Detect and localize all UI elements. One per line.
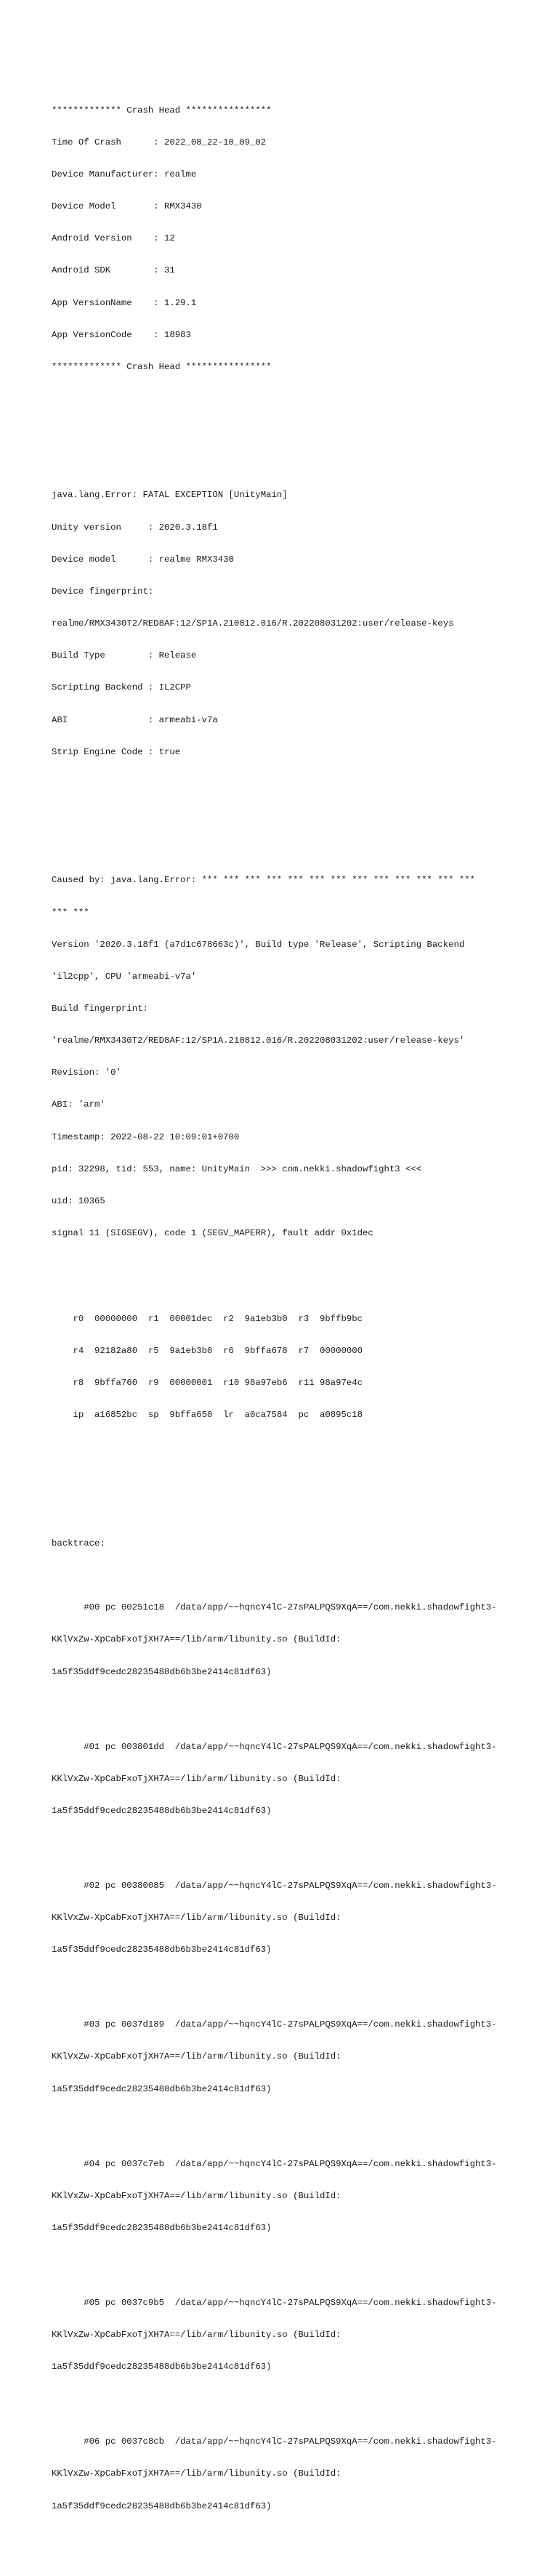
time-of-crash-line: Time Of Crash : 2022_08_22-10_09_02 bbox=[52, 137, 267, 148]
frame-library-line: KKlVxZw-XpCabFxoTjXH7A==/lib/arm/libunity.so (BuildId: bbox=[52, 2468, 341, 2479]
registers-section bbox=[52, 1292, 517, 1442]
uid-line: uid: 10365 bbox=[52, 1195, 105, 1206]
frame-address-line: #04 pc 0037c7eb /data/app/~~hqncY4lC-27sPALPQS9XqA==/com.nekki.shadowfight3- bbox=[52, 2158, 497, 2169]
device-manufacturer-line: Device Manufacturer: realme bbox=[52, 169, 197, 179]
caused-by-continuation: *** *** bbox=[52, 907, 89, 918]
frame-build-id-line: 1a5f35ddf9cedc28235488db6b3be2414c81df63) bbox=[52, 2083, 272, 2094]
frame-address-line: #05 pc 0037c9b5 /data/app/~~hqncY4lC-27sPALPQS9XqA==/com.nekki.shadowfight3- bbox=[52, 2297, 497, 2308]
frame-address-line: #00 pc 00251c18 /data/app/~~hqncY4lC-27sPALPQS9XqA==/com.nekki.shadowfight3- bbox=[52, 1602, 497, 1613]
frame-build-id-line: 1a5f35ddf9cedc28235488db6b3be2414c81df63) bbox=[52, 1805, 272, 1816]
strip-engine-code-line: Strip Engine Code : true bbox=[52, 746, 181, 757]
frame-build-id-line: 1a5f35ddf9cedc28235488db6b3be2414c81df63) bbox=[52, 2362, 272, 2373]
caused-by-section bbox=[52, 854, 517, 1260]
backtrace-frame bbox=[52, 1998, 517, 2116]
frame-library-line: KKlVxZw-XpCabFxoTjXH7A==/lib/arm/libunity.so (BuildId: bbox=[52, 1773, 341, 1784]
signal-line: signal 11 (SIGSEGV), code 1 (SEGV_MAPERR), fault addr 0x1dec bbox=[52, 1228, 373, 1239]
crash-head-bottom-banner: ************* Crash Head **************** bbox=[52, 361, 272, 372]
abi-line: ABI : armeabi-v7a bbox=[52, 714, 218, 725]
backtrace-frame bbox=[52, 2137, 517, 2255]
register-row: r4 92182a80 r5 9a1eb3b0 r6 9bffa678 r7 00000000 bbox=[52, 1345, 363, 1356]
backtrace-frame bbox=[52, 2277, 517, 2394]
frame-address-line: #03 pc 0037d189 /data/app/~~hqncY4lC-27sPALPQS9XqA==/com.nekki.shadowfight3- bbox=[52, 2019, 497, 2030]
android-version-line: Android Version : 12 bbox=[52, 233, 175, 244]
backtrace-frame bbox=[52, 1581, 517, 1699]
device-fingerprint-value: realme/RMX3430T2/RED8AF:12/SP1A.210812.016/R.202208031202:user/release-keys bbox=[52, 618, 454, 629]
register-row: ip a16852bc sp 9bffa650 lr a0ca7584 pc a0895c18 bbox=[52, 1410, 363, 1421]
blank-line bbox=[52, 811, 517, 822]
backtrace-label: backtrace: bbox=[52, 1538, 105, 1549]
device-model-line: Device Model : RMX3430 bbox=[52, 201, 202, 212]
abi-arm-line: ABI: 'arm' bbox=[52, 1099, 105, 1110]
exception-device-model-line: Device model : realme RMX3430 bbox=[52, 554, 234, 565]
backtrace-section bbox=[52, 1517, 517, 2554]
device-fingerprint-label: Device fingerprint: bbox=[52, 586, 154, 597]
exception-header: java.lang.Error: FATAL EXCEPTION [UnityMain] bbox=[52, 490, 288, 501]
pid-line: pid: 32298, tid: 553, name: UnityMain >>> com.nekki.shadowfight3 <<< bbox=[52, 1163, 422, 1174]
app-version-code-line: App VersionCode : 18983 bbox=[52, 329, 191, 340]
frame-library-line: KKlVxZw-XpCabFxoTjXH7A==/lib/arm/libunity.so (BuildId: bbox=[52, 2051, 341, 2062]
revision-line: Revision: '0' bbox=[52, 1067, 121, 1078]
register-row: r0 00000000 r1 00001dec r2 9a1eb3b0 r3 9bffb9bc bbox=[52, 1313, 363, 1324]
frame-build-id-line: 1a5f35ddf9cedc28235488db6b3be2414c81df63) bbox=[52, 1666, 272, 1677]
blank-line bbox=[52, 426, 517, 437]
crash-log-document bbox=[52, 52, 517, 2576]
unity-version-line: Unity version : 2020.3.18f1 bbox=[52, 522, 218, 533]
scripting-backend-line: Scripting Backend : IL2CPP bbox=[52, 682, 191, 693]
crash-head-top-banner: ************* Crash Head **************** bbox=[52, 105, 272, 116]
frame-build-id-line: 1a5f35ddf9cedc28235488db6b3be2414c81df63) bbox=[52, 2222, 272, 2233]
build-fingerprint-label: Build fingerprint: bbox=[52, 1003, 148, 1014]
version-info-line: Version '2020.3.18f1 (a7d1c678663c)', Build type 'Release', Scripting Backend bbox=[52, 939, 465, 950]
frame-address-line: #01 pc 003801dd /data/app/~~hqncY4lC-27sPALPQS9XqA==/com.nekki.shadowfight3- bbox=[52, 1741, 497, 1752]
frame-address-line: #02 pc 00380085 /data/app/~~hqncY4lC-27sPALPQS9XqA==/com.nekki.shadowfight3- bbox=[52, 1880, 497, 1891]
caused-by-line: Caused by: java.lang.Error: *** *** *** *** *** *** *** *** *** *** *** *** *** bbox=[52, 875, 475, 886]
app-version-name-line: App VersionName : 1.29.1 bbox=[52, 297, 197, 308]
exception-section bbox=[52, 469, 517, 779]
frame-library-line: KKlVxZw-XpCabFxoTjXH7A==/lib/arm/libunity.so (BuildId: bbox=[52, 1634, 341, 1645]
version-info-continuation: 'il2cpp', CPU 'armeabi-v7a' bbox=[52, 971, 197, 982]
blank-line bbox=[52, 1474, 517, 1485]
register-row: r8 9bffa760 r9 00000001 r10 98a97eb6 r11 98a97e4c bbox=[52, 1378, 363, 1389]
timestamp-line: Timestamp: 2022-08-22 10:09:01+0700 bbox=[52, 1131, 240, 1142]
frame-build-id-line: 1a5f35ddf9cedc28235488db6b3be2414c81df63) bbox=[52, 2500, 272, 2511]
frame-library-line: KKlVxZw-XpCabFxoTjXH7A==/lib/arm/libunity.so (BuildId: bbox=[52, 2330, 341, 2341]
backtrace-frame bbox=[52, 1720, 517, 1838]
backtrace-frame bbox=[52, 1859, 517, 1977]
android-sdk-line: Android SDK : 31 bbox=[52, 265, 175, 276]
build-type-line: Build Type : Release bbox=[52, 650, 197, 661]
frame-address-line: #06 pc 0037c8cb /data/app/~~hqncY4lC-27sPALPQS9XqA==/com.nekki.shadowfight3- bbox=[52, 2436, 497, 2447]
backtrace-frame bbox=[52, 2415, 517, 2533]
build-fingerprint-value: 'realme/RMX3430T2/RED8AF:12/SP1A.210812.016/R.202208031202:user/release-keys' bbox=[52, 1035, 465, 1046]
frame-build-id-line: 1a5f35ddf9cedc28235488db6b3be2414c81df63) bbox=[52, 1945, 272, 1955]
frame-library-line: KKlVxZw-XpCabFxoTjXH7A==/lib/arm/libunity.so (BuildId: bbox=[52, 1913, 341, 1923]
frame-library-line: KKlVxZw-XpCabFxoTjXH7A==/lib/arm/libunity.so (BuildId: bbox=[52, 2190, 341, 2201]
crash-head-section bbox=[52, 84, 517, 394]
